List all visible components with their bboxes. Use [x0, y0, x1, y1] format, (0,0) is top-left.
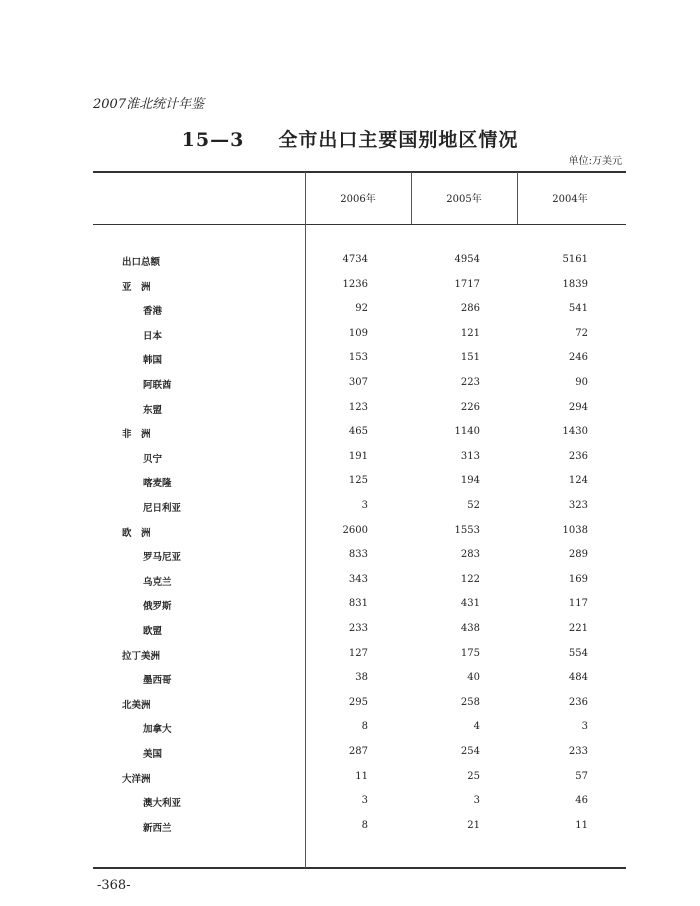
cell-value: 123 — [348, 401, 368, 413]
row-label: 新西兰 — [143, 822, 172, 834]
table-row — [0, 795, 700, 815]
cell-value: 40 — [467, 672, 480, 684]
cell-value: 1236 — [342, 278, 368, 290]
row-label: 香港 — [143, 306, 163, 318]
row-label: 东盟 — [143, 404, 163, 416]
cell-value: 287 — [348, 746, 368, 757]
cell-value: 52 — [467, 500, 480, 511]
table-row — [0, 574, 700, 594]
cell-value: 431 — [460, 598, 480, 610]
table-row — [0, 303, 700, 323]
cell-value: 343 — [348, 573, 368, 585]
cell-value: 307 — [348, 377, 368, 388]
cell-value: 5161 — [562, 254, 588, 265]
cell-value: 223 — [460, 377, 480, 388]
row-label: 尼日利亚 — [143, 503, 182, 514]
cell-value: 294 — [568, 401, 588, 413]
cell-value: 484 — [568, 672, 588, 684]
row-label: 大洋洲 — [122, 773, 151, 785]
cell-value: 8 — [361, 721, 368, 733]
header-bottom-rule — [93, 224, 626, 225]
table-row — [0, 820, 700, 840]
column-header-2004: 2004年 — [552, 194, 588, 205]
table-title-text: 全市出口主要国别地区情况 — [278, 129, 519, 151]
table-number: 15—3 — [181, 129, 245, 151]
row-label: 拉丁美洲 — [122, 650, 161, 662]
cell-value: 1553 — [454, 524, 480, 536]
cell-value: 117 — [568, 598, 588, 610]
cell-value: 465 — [348, 426, 368, 438]
table-row — [0, 549, 700, 569]
table-top-rule — [93, 171, 626, 173]
table-row — [0, 672, 700, 692]
cell-value: 4 — [473, 721, 480, 733]
row-label: 欧 洲 — [122, 527, 151, 539]
row-label: 俄罗斯 — [143, 601, 172, 613]
cell-value: 57 — [575, 770, 588, 782]
table-row — [0, 402, 700, 422]
row-label: 亚 洲 — [122, 281, 151, 293]
table-row — [0, 746, 700, 766]
table-row — [0, 598, 700, 618]
cell-value: 109 — [348, 327, 368, 339]
table-row — [0, 254, 700, 274]
cell-value: 1038 — [562, 524, 588, 536]
table-title — [0, 125, 700, 152]
cell-value: 194 — [460, 475, 480, 487]
cell-value: 289 — [568, 549, 588, 561]
cell-value: 153 — [348, 352, 368, 364]
table-bottom-rule — [93, 867, 626, 869]
table-row — [0, 648, 700, 668]
cell-value: 169 — [568, 573, 588, 585]
cell-value: 541 — [568, 303, 588, 315]
cell-value: 38 — [355, 672, 368, 684]
row-label: 罗马尼亚 — [143, 552, 182, 564]
cell-value: 191 — [348, 450, 368, 462]
row-label: 出口总额 — [122, 257, 161, 268]
table-row — [0, 525, 700, 545]
cell-value: 283 — [460, 549, 480, 561]
cell-value: 2600 — [342, 524, 368, 536]
cell-value: 233 — [348, 623, 368, 634]
table-row — [0, 623, 700, 643]
table-row — [0, 451, 700, 471]
cell-value: 233 — [568, 746, 588, 757]
cell-value: 323 — [568, 500, 588, 511]
cell-value: 313 — [460, 450, 480, 462]
cell-value: 127 — [348, 647, 368, 659]
row-label: 北美洲 — [122, 699, 151, 711]
cell-value: 11 — [355, 770, 368, 782]
table-row — [0, 771, 700, 791]
table-row — [0, 426, 700, 446]
table-row — [0, 279, 700, 299]
cell-value: 92 — [355, 303, 368, 315]
table-row — [0, 352, 700, 372]
cell-value: 438 — [460, 623, 480, 634]
cell-value: 3 — [473, 795, 480, 807]
column-header-2005: 2005年 — [446, 194, 482, 205]
row-label: 韩国 — [143, 355, 163, 367]
cell-value: 1717 — [454, 278, 480, 290]
row-label: 贝宁 — [143, 453, 163, 465]
table-row — [0, 500, 700, 520]
cell-value: 236 — [568, 450, 588, 462]
cell-value: 25 — [467, 770, 480, 782]
cell-value: 122 — [460, 573, 480, 585]
cell-value: 246 — [568, 352, 588, 364]
cell-value: 46 — [575, 795, 588, 807]
row-label: 欧盟 — [143, 626, 163, 637]
cell-value: 254 — [460, 746, 480, 757]
cell-value: 121 — [460, 327, 480, 339]
cell-value: 175 — [460, 647, 480, 659]
cell-value: 4954 — [454, 254, 480, 265]
cell-value: 221 — [568, 623, 588, 634]
column-header-2006: 2006年 — [340, 194, 376, 205]
page-number: -368- — [97, 878, 131, 893]
cell-value: 3 — [361, 795, 368, 807]
row-label: 加拿大 — [143, 724, 172, 736]
unit-label: 单位:万美元 — [568, 156, 622, 167]
row-label: 乌克兰 — [143, 576, 172, 588]
cell-value: 124 — [568, 475, 588, 487]
table-row — [0, 697, 700, 717]
row-label: 日本 — [143, 330, 163, 342]
cell-value: 151 — [460, 352, 480, 364]
cell-value: 258 — [460, 696, 480, 708]
row-label: 墨西哥 — [143, 675, 172, 687]
table-row — [0, 475, 700, 495]
cell-value: 72 — [575, 327, 588, 339]
table-row — [0, 721, 700, 741]
cell-value: 286 — [460, 303, 480, 315]
table-row — [0, 377, 700, 397]
cell-value: 1140 — [454, 426, 480, 438]
row-label: 阿联酋 — [143, 380, 172, 391]
cell-value: 125 — [348, 475, 368, 487]
row-label: 澳大利亚 — [143, 798, 182, 810]
row-label: 喀麦隆 — [143, 478, 172, 490]
cell-value: 833 — [348, 549, 368, 561]
cell-value: 4734 — [342, 254, 368, 265]
cell-value: 90 — [575, 377, 588, 388]
cell-value: 236 — [568, 696, 588, 708]
cell-value: 554 — [568, 647, 588, 659]
cell-value: 226 — [460, 401, 480, 413]
cell-value: 1430 — [562, 426, 588, 438]
cell-value: 3 — [361, 500, 368, 511]
book-title: 2007淮北统计年鉴 — [93, 97, 205, 112]
cell-value: 8 — [361, 819, 368, 831]
cell-value: 21 — [467, 819, 480, 831]
cell-value: 1839 — [562, 278, 588, 290]
row-label: 美国 — [143, 749, 163, 760]
cell-value: 3 — [581, 721, 588, 733]
cell-value: 295 — [348, 696, 368, 708]
cell-value: 11 — [575, 819, 588, 831]
cell-value: 831 — [348, 598, 368, 610]
row-label: 非 洲 — [122, 429, 151, 441]
table-row — [0, 328, 700, 348]
